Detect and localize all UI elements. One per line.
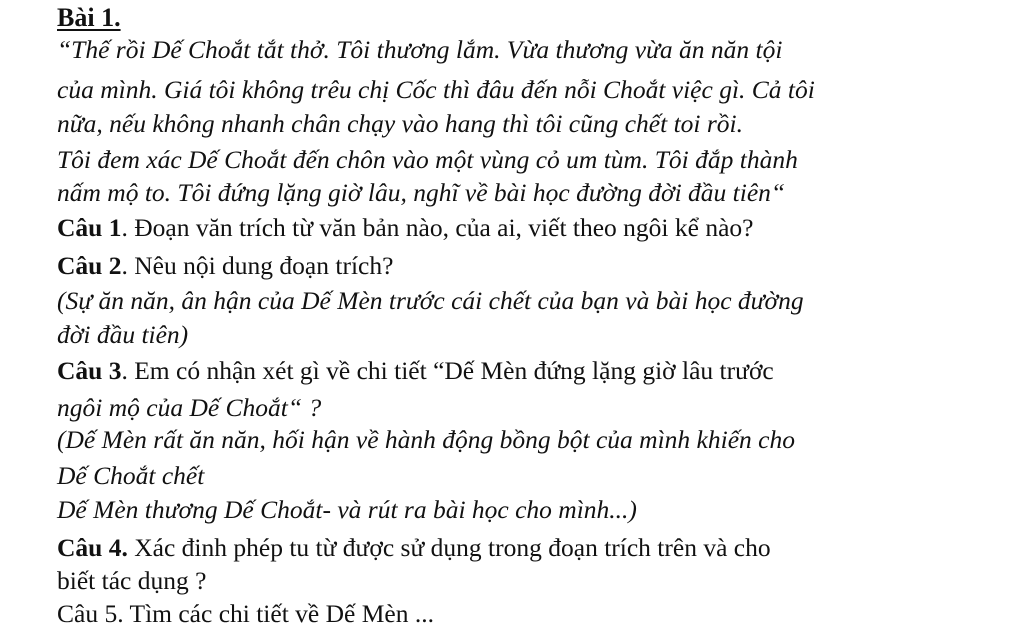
question-2-text: . Nêu nội dung đoạn trích?: [121, 251, 394, 280]
question-1: [57, 212, 994, 244]
exercise-title: Bài 1.: [57, 3, 121, 32]
passage-line-3: nữa, nếu không nhanh chân chạy vào hang thì tôi cũng chết toi rồi.: [57, 109, 743, 138]
question-3-text-1: . Em có nhận xét gì về chi tiết “Dế Mèn đứng lặng giờ lâu trước: [121, 356, 774, 385]
question-4-text-1: Xác đinh phép tu từ được sử dụng trong đoạn trích trên và cho: [127, 533, 771, 562]
question-4-label: Câu 4.: [57, 533, 128, 562]
answer-2-line-1: (Sự ăn năn, ân hận của Dế Mèn trước cái chết của bạn và bài học đường: [57, 286, 804, 315]
question-3-label: Câu 3: [57, 356, 122, 385]
answer-3-line-2: Dế Choắt chết: [57, 461, 205, 490]
question-4-text-2: biết tác dụng ?: [57, 566, 207, 595]
passage-line-2: của mình. Giá tôi không trêu chị Cốc thì đâu đến nỗi Choắt việc gì. Cả tôi: [57, 75, 815, 104]
passage-line-5: nấm mộ to. Tôi đứng lặng giờ lâu, nghĩ về bài học đường đời đầu tiên“: [57, 178, 786, 207]
cut-off-line: Câu 5. Tìm các chi tiết về Dế Mèn ...: [57, 599, 434, 628]
question-4: [57, 532, 994, 564]
answer-2-line-2: đời đầu tiên): [57, 320, 189, 349]
question-3-text-2: ngôi mộ của Dế Choắt“ ?: [57, 393, 322, 422]
question-3: [57, 355, 994, 387]
question-1-text: . Đoạn văn trích từ văn bản nào, của ai, viết theo ngôi kể nào?: [121, 213, 754, 242]
question-2: [57, 250, 994, 282]
passage-line-1: “Thế rồi Dế Choắt tắt thở. Tôi thương lắm. Vừa thương vừa ăn năn tội: [57, 35, 783, 64]
answer-3-line-3: Dế Mèn thương Dế Choắt- và rút ra bài học cho mình...): [57, 495, 637, 524]
question-2-label: Câu 2: [57, 251, 122, 280]
passage-line-4: Tôi đem xác Dế Choắt đến chôn vào một vùng cỏ um tùm. Tôi đắp thành: [57, 145, 798, 174]
answer-3-line-1: (Dế Mèn rất ăn năn, hối hận về hành động bồng bột của mình khiến cho: [57, 425, 795, 454]
question-1-label: Câu 1: [57, 213, 122, 242]
